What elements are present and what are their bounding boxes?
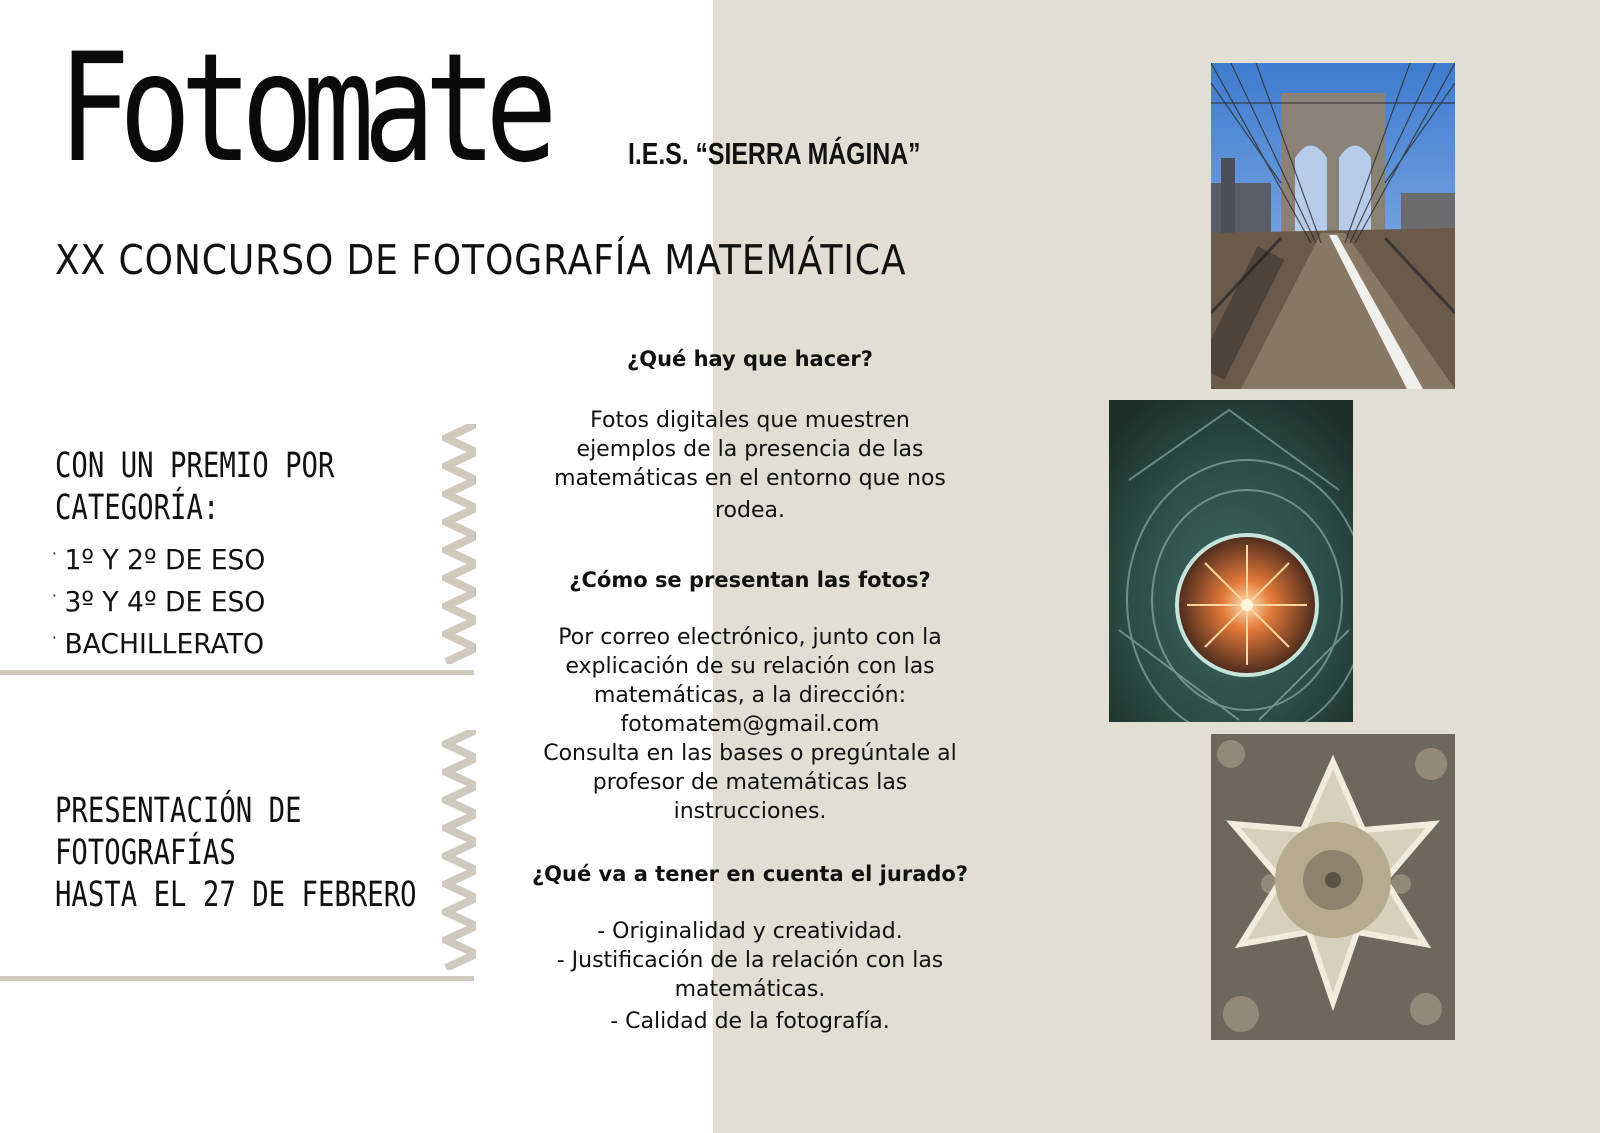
- answer-line: matemáticas en el entorno que nos: [554, 466, 946, 491]
- answer-line: ejemplos de la presencia de las: [576, 437, 924, 462]
- prize-heading-line1: CON UN PREMIO POR: [55, 446, 335, 486]
- answer-line: matemáticas, a la dirección:: [593, 683, 907, 708]
- info-section-what: [525, 345, 975, 525]
- divider-rule-top: [0, 670, 474, 675]
- answer-line: profesor de matemáticas las: [592, 770, 908, 795]
- answer-line: Por correo electrónico, junto con la: [558, 625, 942, 650]
- prize-heading-line2: CATEGORÍA:: [55, 488, 220, 528]
- category-item: · BACHILLERATO: [52, 627, 265, 660]
- answer-line: Fotos digitales que muestren: [590, 408, 910, 433]
- answer-line: Consulta en las bases o pregúntale al: [543, 741, 957, 766]
- glass-photo: [1109, 400, 1353, 722]
- answer-line: instrucciones.: [673, 799, 827, 824]
- criteria-item: - Calidad de la fotografía.: [610, 1009, 890, 1034]
- question-what-to-do: ¿Qué hay que hacer?: [627, 347, 873, 371]
- criteria-item: - Originalidad y creatividad.: [597, 919, 903, 944]
- question-how-to-submit: ¿Cómo se presentan las fotos?: [569, 568, 931, 592]
- bridge-photo: [1211, 63, 1455, 389]
- criteria-item: - Justificación de la relación con las: [556, 948, 944, 973]
- info-section-how: [525, 566, 975, 826]
- zigzag-border-top: [442, 424, 476, 664]
- poster-title: Fotomate: [58, 22, 547, 196]
- category-item: · 1º Y 2º DE ESO: [52, 543, 266, 576]
- zigzag-border-bottom: [442, 730, 476, 970]
- deadline-line3: HASTA EL 27 DE FEBRERO: [55, 875, 417, 915]
- contact-email: fotomatem@gmail.com: [620, 712, 880, 737]
- divider-rule-bottom: [0, 976, 474, 981]
- school-name: I.E.S. “SIERRA MÁGINA”: [628, 136, 921, 171]
- star-dome-photo: [1211, 734, 1455, 1040]
- category-item: · 3º Y 4º DE ESO: [52, 585, 266, 618]
- answer-line: explicación de su relación con las: [565, 654, 935, 679]
- deadline-line2: FOTOGRAFÍAS: [55, 833, 236, 873]
- deadline-line1: PRESENTACIÓN DE: [55, 791, 302, 831]
- answer-line: rodea.: [715, 498, 785, 523]
- question-jury-criteria: ¿Qué va a tener en cuenta el jurado?: [531, 862, 969, 886]
- criteria-item: matemáticas.: [674, 977, 826, 1002]
- category-list: [52, 536, 277, 662]
- contest-subtitle: XX CONCURSO DE FOTOGRAFÍA MATEMÁTICA: [55, 236, 907, 284]
- info-section-jury: [525, 860, 975, 1036]
